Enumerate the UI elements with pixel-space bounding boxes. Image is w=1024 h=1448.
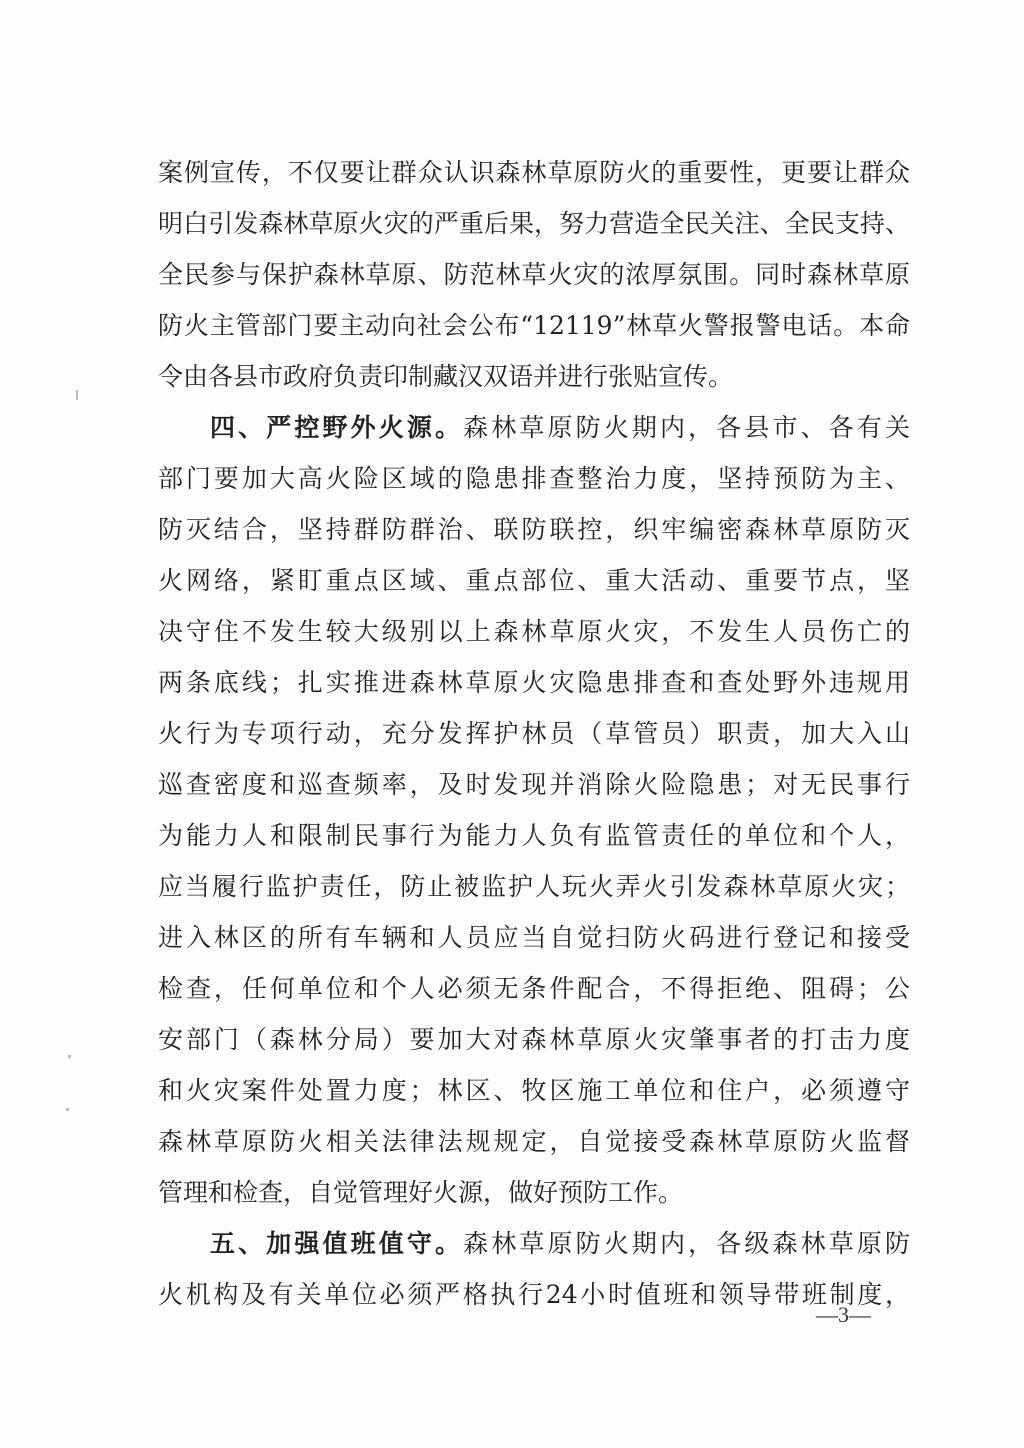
section-heading-four: 四、严控野外火源。	[210, 413, 464, 442]
text-line: 火网络，紧盯重点区域、重点部位、重大活动、重要节点，坚	[158, 566, 910, 595]
section-four-first-line	[158, 402, 910, 453]
text-line: 明白引发森林草原火灾的严重后果，努力营造全民关注、全民支持、	[158, 209, 910, 238]
text-line: 巡查密度和巡查频率，及时发现并消除火险隐患；对无民事行	[158, 770, 910, 799]
text-line: 应当履行监护责任，防止被监护人玩火弄火引发森林草原火灾；	[158, 872, 910, 901]
page-number: —3—	[816, 1302, 871, 1327]
document-body	[158, 147, 910, 1320]
text-line: 防火主管部门要主动向社会公布“12119”林草火警报警电话。本命	[158, 311, 910, 340]
text-line: 火行为专项行动，充分发挥护林员（草管员）职责，加大入山	[158, 719, 910, 748]
section-heading-five: 五、加强值班值守。	[210, 1229, 464, 1258]
text-line: 检查，任何单位和个人必须无条件配合，不得拒绝、阻碍；公	[158, 974, 910, 1003]
text-line: 防灭结合，坚持群防群治、联防联控，织牢编密森林草原防灭	[158, 515, 910, 544]
text-line: 森林草原防火期内，各级森林草原防	[463, 1229, 910, 1258]
text-line: 进入林区的所有车辆和人员应当自觉扫防火码进行登记和接受	[158, 923, 910, 952]
text-line: 两条底线；扎实推进森林草原火灾隐患排查和查处野外违规用	[158, 668, 910, 697]
text-line: 全民参与保护森林草原、防范林草火灾的浓厚氛围。同时森林草原	[158, 260, 910, 289]
text-line: 令由各县市政府负责印制藏汉双语并进行张贴宣传。	[158, 362, 734, 391]
text-line: 案例宣传，不仅要让群众认识森林草原防火的重要性，更要让群众	[158, 158, 910, 187]
text-line: 火机构及有关单位必须严格执行24小时值班和领导带班制度，	[158, 1280, 910, 1309]
text-line: 森林草原防火期内，各县市、各有关	[463, 413, 910, 442]
text-line: 为能力人和限制民事行为能力人负有监管责任的单位和个人，	[158, 821, 910, 850]
text-line: 部门要加大高火险区域的隐患排查整治力度，坚持预防为主、	[158, 464, 910, 493]
text-line: 安部门（森林分局）要加大对森林草原火灾肇事者的打击力度	[158, 1025, 910, 1054]
text-line: 管理和检查，自觉管理好火源，做好预防工作。	[158, 1178, 684, 1207]
text-line: 森林草原防火相关法律法规规定，自觉接受森林草原防火监督	[158, 1127, 910, 1156]
text-line: 和火灾案件处置力度；林区、牧区施工单位和住户，必须遵守	[158, 1076, 910, 1105]
scan-mark	[76, 390, 78, 400]
section-five-first-line	[158, 1218, 910, 1269]
text-line: 决守住不发生较大级别以上森林草原火灾，不发生人员伤亡的	[158, 617, 910, 646]
scan-mark	[66, 1108, 69, 1111]
scan-mark	[68, 1055, 71, 1058]
